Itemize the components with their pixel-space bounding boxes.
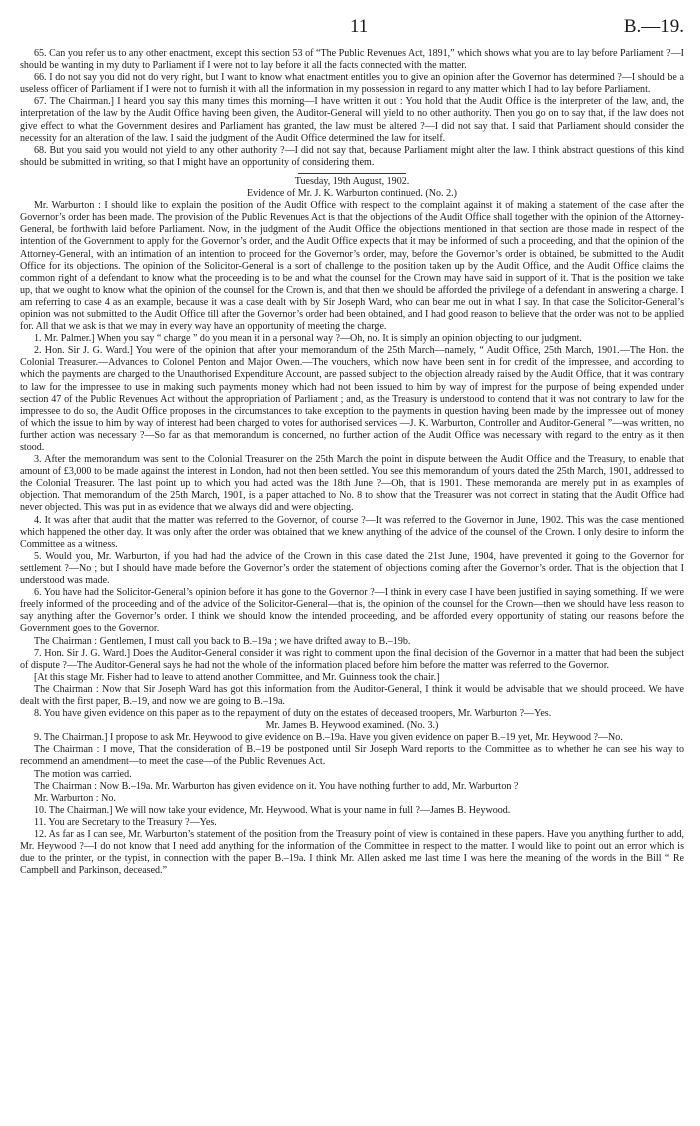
paragraph: The Chairman : Now that Sir Joseph Ward has got this information from the Auditor-General, I think it would be advisable that we should proceed. We have dealt with the first paper, B.–19, and now we are going to B.–19a. [20,683,684,707]
paragraph: 12. As far as I can see, Mr. Warburton’s statement of the position from the Treasury point of view is contained in these papers. Have you anything further to add, Mr. Heywood ?—I do not know that I need add anything for the information of the Committee in respect to the matter. I would like to point out an error which is due to the printer, or the typist, in connection with the paper B.–19a. I think Mr. Allen asked me last time I was here the meaning of the words in the Bill “ Re Campbell and Parkinson, deceased.” [20,829,684,877]
paragraph: 68. But you said you would not yield to any other authority ?—I did not say that, because Parliament might alter the law. I think abstract questions of this kind should be submitted in writing, so that I might have an opportunity of considering them. [20,144,684,168]
paragraph: 4. It was after that audit that the matter was referred to the Governor, of course ?—It was referred to the Governor in June, 1902. This was the case mentioned which happened the other day. It was only after the order was obtained that we knew anything of the advice of the counsel of the Crown. I only desire to inform the Committee as a witness. [20,514,684,550]
paragraph: 10. The Chairman.] We will now take your evidence, Mr. Heywood. What is your name in full ?—James B. Heywood. [34,804,511,816]
section-heading: Mr. James B. Heywood examined. (No. 3.) [265,720,439,732]
paragraph: 3. After the memorandum was sent to the Colonial Treasurer on the 25th March the point in dispute between the Audit Office and the Treasury, to enable that amount of £3,000 to be made against the interest in London, had not then been settled. You see this memorandum of yours dated the 25th March, 1901, addressed to the Colonial Treasurer. The last point up to which you had acted was the 18th June ?—Oh, that is 1901. These memoranda are merely put in as examples of objection. That memorandum of the 25th March, 1901, is a paper attached to No. 8 to show that the Treasurer was not correct in stating that the Audit Office had never objected. This was put in as evidence that we always did and were objecting. [20,454,684,514]
paragraph: The Chairman : Gentlemen, I must call you back to B.–19a ; we have drifted away to B.–19b. [34,635,411,647]
document-id: B.—19. [623,16,684,37]
section-heading: Tuesday, 19th August, 1902. [294,175,410,187]
paragraph: 1. Mr. Palmer.] When you say “ charge ” do you mean it in a personal way ?—Oh, no. It is simply an opinion objecting to our judgment. [34,333,582,345]
paragraph: The motion was carried. [34,768,132,780]
section-rule [298,173,406,174]
paragraph: 9. The Chairman.] I propose to ask Mr. Heywood to give evidence on B.–19a. Have you given evidence on paper B.–19 yet, Mr. Heywood ?—No. [34,732,623,744]
paragraph: 6. You have had the Solicitor-General’s opinion before it has gone to the Governor ?—I think in every case I have been justified in saying something. If we were freely informed of the proceeding and of the advice of the Solicitor-General—that is, the opinion of the counsel for the Crown—then we should have less reason to say anything after the Governor’s order. I think we should know the intended proceeding, and be afforded every opportunity of stating our reasons before the Government goes to the Governor. [20,587,684,635]
paragraph: 7. Hon. Sir J. G. Ward.] Does the Auditor-General consider it was right to comment upon the final decision of the Governor in a matter that had been the subject of dispute ?—The Auditor-General says he had not the whole of the information placed before him before the matter was referred to the Governor. [20,647,684,671]
paragraph: [At this stage Mr. Fisher had to leave to attend another Committee, and Mr. Guinness took the chair.] [34,671,440,683]
paragraph: 8. You have given evidence on this paper as to the repayment of duty on the estates of deceased troopers, Mr. Warburton ?—Yes. [34,708,552,720]
paragraph: Mr. Warburton : I should like to explain the position of the Audit Office with respect to the complaint against it of making a statement of the case after the Governor’s order has been made. The provision of the Public Revenues Act is that the objections of the Audit Office shall together with the opinion of the Attorney-General, be forthwith laid before Parliament. Now, in the judgment of the Audit Office the objections mentioned in that section are those made in respect of the intention of the Government to apply for the Governor’s order, and the Audit Office expects that it may be informed of such a proceeding, and that the opinion of the Attorney-General, with an intimation of an intention to proceed for the Governor’s order, may, before the Governor’s order is obtained, be submitted to the Audit Office for its objections. The opinion of the Solicitor-General is a sort of challenge to the position taken up by the Audit Office, and the Audit Office claims the common right of a defendant to know what the proceeding is to be and what the counsel for the Crown may have said in support of it. That is the position we take up, that we ought to know what the opinion of the counsel for the Crown is, and that then we should be afforded the privilege of a defendant in answering a charge. I am referring to case 4 as an example, because it was a case dealt with by Sir Joseph Ward, who can bear me out in what I say. In that case the Solicitor-General’s opinion was not submitted to the Audit Office till after the Governor’s order had been obtained, and I had good reason to believe that the order was not to be applied for. All that we ask is that we may in every way have an opportunity of meeting the charge. [20,200,684,333]
paragraph: 5. Would you, Mr. Warburton, if you had had the advice of the Crown in this case dated the 21st June, 1904, have prevented it going to the Governor for settlement ?—No ; but I should have made before the Governor’s order the statement of objections coming after the Governor’s order. That is the objection that I understood was made. [20,550,684,587]
paragraph: The Chairman : I move, That the consideration of B.–19 be postponed until Sir Joseph Ward reports to the Committee as to whether he can see his way to recommend an amendment—to meet the case—of the Public Revenues Act. [20,744,684,768]
paragraph: 65. Can you refer us to any other enactment, except this section 53 of “The Public Revenues Act, 1891,” which shows what you are to lay before Parliament ?—I should be wanting in my duty to Parliament if I were not to lay before it all the facts connected with the matter. [20,48,684,72]
paragraph: 67. The Chairman.] I heard you say this many times this morning—I have written it out : You hold that the Audit Office is the interpreter of the law, and, the interpretation of the law by the Audit Office having been given, the Auditor-General will yield to no other authority. Then you go on to say that, if the law does not give effect to what the Government desires and Parliament has granted, the law must be altered ?—I did not say that. I said that Parliament should consider the necessity for an alteration of the law. I said the judgment of the Audit Office determined the law for itself. [20,96,684,144]
paragraph: The Chairman : Now B.–19a. Mr. Warburton has given evidence on it. You have nothing further to add, Mr. Warburton ? [34,780,519,792]
section-heading: Evidence of Mr. J. K. Warburton continued. (No. 2.) [247,188,457,200]
document-page [20,16,684,877]
paragraph: 66. I do not say you did not do very right, but I want to know what enactment entitles you to give an opinion after the Governor has determined ?—I should be a useless officer of Parliament if I were not to furnish it with all the information in my possession in regard to any matter which I had to lay before Parliament. [20,72,684,96]
paragraph: 11. You are Secretary to the Treasury ?—Yes. [34,816,217,828]
paragraph: 2. Hon. Sir J. G. Ward.] You were of the opinion that after your memorandum of the 25th March—namely, “ Audit Office, 25th March, 1901.—The Hon. the Colonial Treasurer.—Advances to Colonel Penton and Major Owen.—The vouchers, which now have been sent in for credit of the impressee, and according to which the payments are charged to the Unauthorised Expenditure Account, are passed subject to the objection already raised by the Audit Office, that it was contrary to law for the impressee to use in making such payments money which had not been issued to him by way of imprest for the purpose of being expended under section 47 of the Public Revenues Act without the appropriation of Parliament ; and, as the Treasury is understood to contend that it was not contrary to law for the impressee to do so, the Audit Office proposes in the circumstances to take exception to the payments in question having been made by the impressee out of money of which the issue to him by way of interest had been charged to votes for authorised services —J. K. Warburton, Controller and Auditor-General ”—was written, no further action was necessary ?—So far as that memorandum is concerned, no further action of the Audit Office was necessary with regard to the entry as it then stood. [20,345,684,453]
page-number: 11 [350,16,369,37]
document-body [20,48,684,877]
paragraph: Mr. Warburton : No. [34,792,116,804]
page-header [20,16,684,48]
